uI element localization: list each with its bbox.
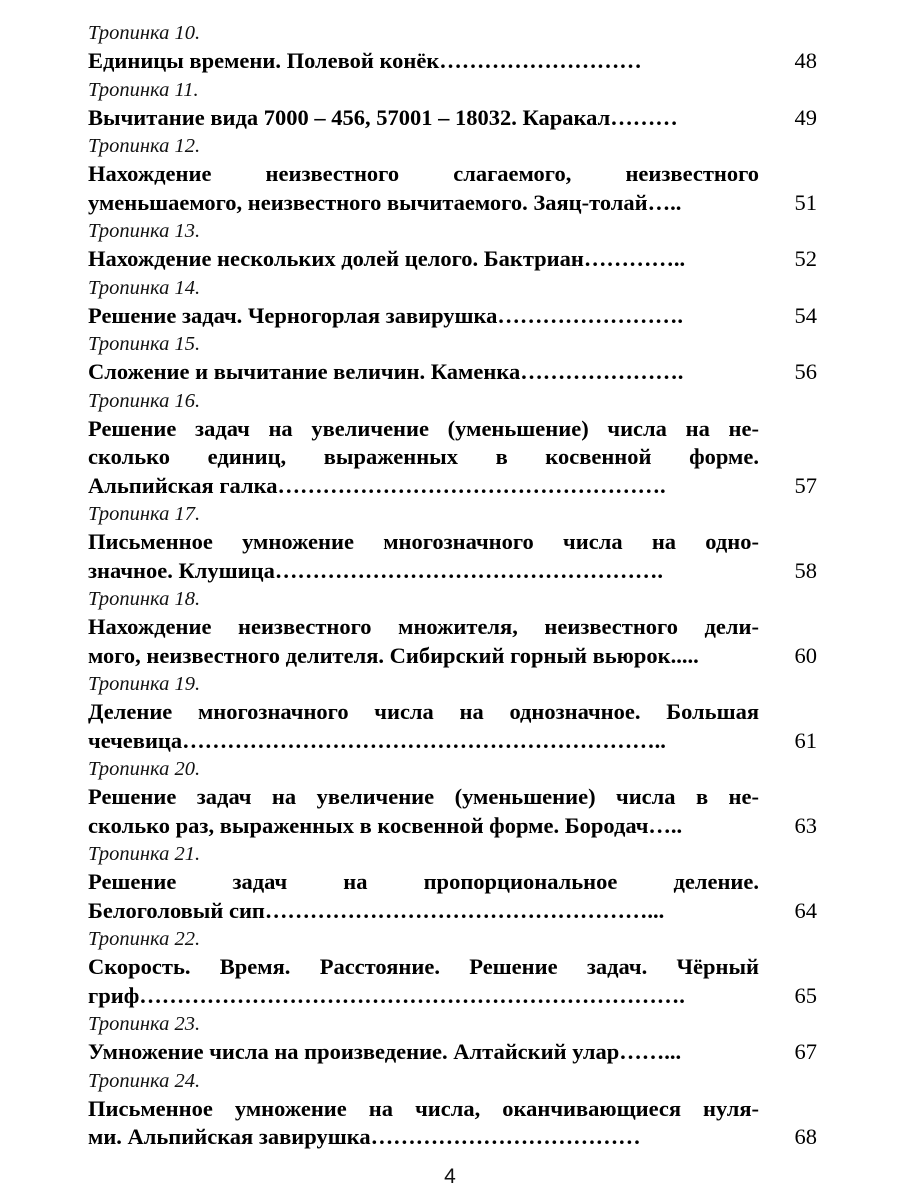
toc-entry [88,217,818,274]
toc-entry-title-line [88,953,759,982]
toc-entry-title-line [88,613,759,642]
toc-entry-page-number: 61 [794,727,817,753]
toc-entry-title-text: Сложение и вычитание величин. Каменка…………………. [88,359,684,384]
toc-entry-label: Тропинка 16. [88,389,201,412]
toc-entry-title-line [88,982,817,1011]
toc-entry-label: Тропинка 15. [88,333,201,355]
toc-entry-page-number: 63 [794,812,817,838]
toc-entry-title-text: Письменное умножение многозначного числа на одно- [88,529,759,554]
toc-entry [88,585,818,670]
toc-entry-title-line [88,415,759,444]
toc-entry-label: Тропинка 23. [88,1013,201,1035]
toc-entry-title-text: сколько единиц, выраженных в косвенной форме. [88,444,759,469]
toc-entry-title-line [88,727,817,756]
toc-entry-title-line [88,1038,817,1067]
toc-entry-label: Тропинка 12. [88,135,201,157]
toc-entry-title-text: гриф………………………………………………………………. [88,982,685,1008]
toc-entry-title-text: чечевица……………………………………………………….. [88,727,666,753]
toc-entry-page-number: 56 [794,359,817,384]
toc-entry-title-text: Решение задач на увеличение (уменьшение) числа в не- [88,784,759,809]
toc-entry-title-text: Письменное умножение на числа, оканчивающиеся нуля- [88,1095,759,1121]
toc-entry [88,500,818,585]
toc-entry-label: Тропинка 17. [88,503,201,525]
toc-entry [88,755,818,840]
toc-entry-page-number: 51 [794,189,817,215]
toc-entry-page-number: 60 [794,642,817,668]
toc-entry-title-line [88,245,817,274]
toc-entry-title-line [88,443,759,472]
toc-entry [88,925,818,1010]
toc-entry-title-text: сколько раз, выраженных в косвенной форме. Бородач….. [88,812,683,838]
toc-entry-title-text: Нахождение неизвестного слагаемого, неизвестного [88,161,759,186]
toc-entry-title-line [88,812,817,841]
toc-entry-label: Тропинка 11. [88,78,199,101]
toc-entry-title-text: ми. Альпийская завирушка……………………………… [88,1124,641,1149]
toc-entry-title-text: мого, неизвестного делителя. Сибирский горный вьюрок..... [88,642,699,668]
toc-entry-label: Тропинка 14. [88,276,201,299]
toc-entry-label: Тропинка 20. [88,758,201,780]
toc-entry-page-number: 54 [794,302,817,328]
toc-entry-label: Тропинка 19. [88,673,201,695]
toc-entry-title-text: Нахождение неизвестного множителя, неизвестного дели- [88,614,759,639]
toc-entry [88,670,818,755]
toc-entry [88,330,818,387]
toc-entry-page-number: 65 [794,982,817,1008]
toc-entry-label: Тропинка 13. [88,220,201,242]
toc-entry-page-number: 58 [794,557,817,583]
toc-entry-label: Тропинка 10. [88,22,201,44]
toc-entry-title-text: Нахождение нескольких долей целого. Бактриан………….. [88,246,686,271]
toc-entry-label: Тропинка 21. [88,843,201,865]
toc-entry-page-number: 48 [794,48,817,73]
toc-entry-title-text: Альпийская галка……………………………………………. [88,472,666,498]
toc-entry-title-line [88,104,817,133]
toc-entry-title-line [88,358,817,387]
toc-entry-title-line [88,868,759,897]
toc-entry-title-line [88,47,817,76]
toc-entry-label: Тропинка 22. [88,928,201,950]
toc-entry-title-text: Белоголовый сип……………………………………………... [88,897,665,923]
toc-entry [88,1067,818,1152]
toc-entry-page-number: 52 [794,246,817,271]
toc-entry-title-text: уменьшаемого, неизвестного вычитаемого. Заяц-толай….. [88,189,682,215]
toc-entry-title-text: Скорость. Время. Расстояние. Решение задач. Чёрный [88,954,759,979]
toc-entry-page-number: 68 [794,1124,817,1149]
toc-entry-title-text: значное. Клушица……………………………………………. [88,557,663,583]
toc-entry-title-line [88,1095,759,1124]
toc-entry-title-text: Решение задач на пропорциональное деление. [88,869,759,894]
toc-entry-title-line [88,528,759,557]
toc-entry-page-number: 64 [794,897,817,923]
toc-entry-title-line [88,189,817,218]
toc-entry [88,76,818,133]
toc-entry-title-line [88,698,759,727]
toc-entry-title-line [88,1123,817,1152]
toc-entry-page-number: 57 [794,472,817,498]
toc-entry-title-line [88,642,817,671]
toc-entry-title-text: Решение задач на увеличение (уменьшение) числа на не- [88,415,759,441]
toc-entry [88,274,818,331]
toc-entry-title-text: Единицы времени. Полевой конёк……………………… [88,48,642,73]
toc-entry-title-line [88,302,817,331]
toc-entry [88,840,818,925]
toc-entry-title-line [88,160,759,189]
toc-entry-title-text: Вычитание вида 7000 – 456, 57001 – 18032. Каракал……… [88,104,678,130]
toc-entry-title-text: Решение задач. Черногорлая завирушка……………………. [88,302,684,328]
toc-entry-title-line [88,557,817,586]
toc-entry [88,132,818,217]
toc-entry-title-line [88,897,817,926]
toc-entry-page-number: 49 [794,104,817,130]
toc-entry [88,1010,818,1067]
toc-entry-title-text: Деление многозначного числа на однозначное. Большая [88,699,759,724]
toc-entry-label: Тропинка 18. [88,588,201,610]
toc-entry-title-text: Умножение числа на произведение. Алтайский улар……... [88,1039,682,1064]
toc-entry-label: Тропинка 24. [88,1069,201,1092]
toc-entry [88,19,818,76]
table-of-contents [88,19,818,1152]
page-number-footer: 4 [444,1165,456,1188]
toc-entry-title-line [88,472,817,501]
toc-entry [88,387,818,501]
toc-entry-title-line [88,783,759,812]
toc-entry-page-number: 67 [794,1039,817,1064]
